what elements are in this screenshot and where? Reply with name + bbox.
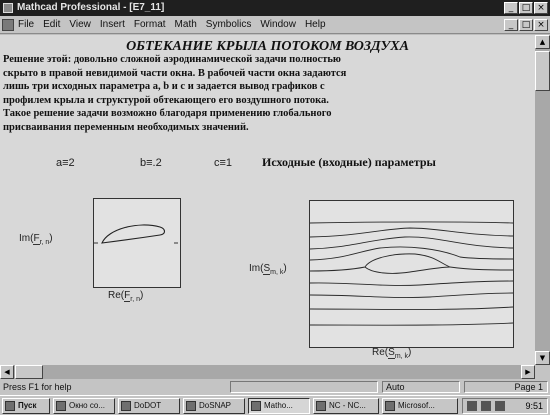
title-bar[interactable] [0,0,550,16]
start-button[interactable]: Пуск [2,398,50,414]
scroll-up-icon[interactable]: ▲ [535,35,550,49]
menu-file[interactable]: File [18,19,35,30]
param-a[interactable]: a≡2 [56,157,75,169]
menu-view[interactable]: View [69,19,91,30]
document-icon[interactable] [2,19,14,31]
system-tray [462,398,548,414]
mathcad-app-icon[interactable] [3,3,13,13]
plot2-x-label: $Re(S_{m, k})$ [372,347,412,360]
plot2-y-label: $Im(S_{m, k})$ [249,263,287,276]
plot1-y-label: $Im(F_{r, n})$ [19,233,53,246]
window-icon [121,401,131,411]
document-window-controls [504,19,548,31]
param-b[interactable]: b≡.2 [140,157,162,169]
worksheet-area[interactable] [0,35,535,365]
horizontal-scroll-thumb[interactable] [15,365,43,379]
horizontal-scrollbar[interactable] [0,365,535,379]
window-icon [186,401,196,411]
wing-profile-graph [94,199,180,287]
scroll-down-icon[interactable]: ▼ [535,351,550,365]
paragraph-line: скрыто в правой невидимой части окна. В рабочей части окна задаются [3,67,347,79]
paragraph-line: Такое решение задачи возможно благодаря применению глобального [3,108,332,119]
doc-close-button[interactable]: × [534,19,548,31]
params-title: Исходные (входные) параметры [262,155,436,169]
paragraph-line: лишь три исходных параметра а, b и с и задается вывод графиков с [3,81,325,92]
status-mode: Auto [382,381,460,393]
window-icon [56,401,66,411]
window-icon [316,401,326,411]
vertical-scroll-thumb[interactable] [535,51,550,91]
paragraph-line: присваивания переменным необходимых значений. [3,121,249,133]
close-button[interactable]: × [534,2,548,14]
scroll-right-icon[interactable]: ▶ [521,365,535,379]
paragraph-line: Решение этой: довольно сложной аэродинамической задачи полностью [3,54,341,65]
doc-restore-button[interactable]: □ [519,19,533,31]
taskbar-item[interactable]: DoDOT [118,398,180,414]
taskbar-item[interactable]: NC - NC... [313,398,379,414]
worksheet-heading: ОБТЕКАНИЕ КРЫЛА ПОТОКОМ ВОЗДУХА [126,39,409,54]
menu-bar [0,16,550,34]
param-c[interactable]: c≡1 [214,157,233,169]
menu-insert[interactable]: Insert [99,19,125,30]
window-controls [504,2,548,14]
tray-volume-icon[interactable] [495,401,505,411]
menu-math[interactable]: Math [174,19,197,30]
status-help-text: Press F1 for help [3,382,72,392]
vertical-scrollbar[interactable] [535,35,550,365]
menu-format[interactable]: Format [133,19,166,30]
mathcad-icon [251,401,261,411]
menu-edit[interactable]: Edit [43,19,61,30]
scroll-left-icon[interactable]: ◀ [0,365,14,379]
status-page: Page 1 [464,381,548,393]
plot1-x-label: $Re(F_{r, n})$ [108,290,144,303]
wing-profile-plot[interactable] [93,198,181,288]
clock[interactable]: 9:51 [525,401,543,411]
streamlines-plot[interactable] [309,200,514,348]
status-blank-segment [230,381,378,393]
menu-window[interactable]: Window [260,19,296,30]
menu-items [18,16,326,34]
taskbar [0,395,550,415]
scrollbar-corner [535,365,550,379]
doc-minimize-button[interactable]: _ [504,19,518,31]
taskbar-item-active[interactable]: Matho... [248,398,310,414]
windows-logo-icon [5,401,15,411]
description-paragraph [3,53,528,134]
maximize-button[interactable]: □ [519,2,533,14]
menu-symbolics[interactable]: Symbolics [205,19,252,30]
minimize-button[interactable]: _ [504,2,518,14]
window-title: Mathcad Professional - [E7_11] [17,2,165,13]
menu-help[interactable]: Help [304,19,326,30]
taskbar-item[interactable]: DoSNAP [183,398,245,414]
taskbar-item[interactable]: Окно со... [53,398,115,414]
taskbar-item[interactable]: Microsof... [382,398,458,414]
tray-keyboard-icon[interactable] [467,401,477,411]
streamlines-graph [310,201,513,347]
paragraph-line: профилем крыла и структурой обтекающего его воздушного потока. [3,94,329,106]
status-bar [0,379,550,395]
word-icon [385,401,395,411]
tray-network-icon[interactable] [481,401,491,411]
